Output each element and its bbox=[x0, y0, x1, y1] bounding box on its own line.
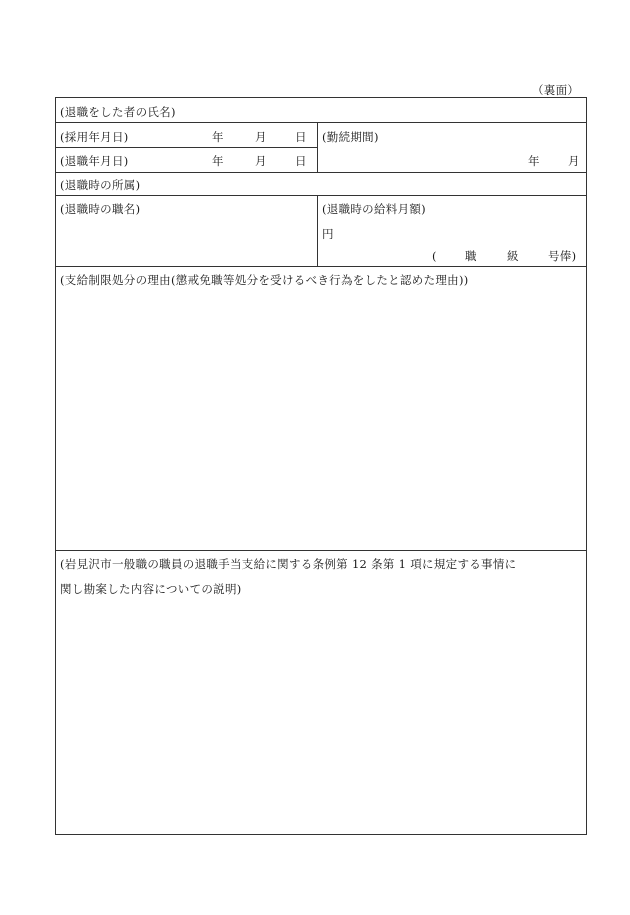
affiliation-label: (退職時の所属) bbox=[60, 178, 141, 192]
row-divider bbox=[55, 122, 587, 123]
retire-year-unit: 年 bbox=[212, 154, 224, 168]
grade-kyu-unit: 級 bbox=[507, 249, 519, 263]
retire-date-label: (退職年月日) bbox=[60, 154, 129, 168]
grade-paren-open: ( bbox=[432, 249, 437, 263]
retire-day-unit: 日 bbox=[295, 154, 307, 168]
column-divider bbox=[317, 122, 318, 172]
restriction-reason-label: (支給制限処分の理由(懲戒免職等処分を受けるべき行為をしたと認めた理由)) bbox=[60, 273, 469, 287]
service-month-unit: 月 bbox=[568, 154, 580, 168]
retiree-name-label: (退職をした者の氏名) bbox=[60, 105, 176, 119]
yen-unit: 円 bbox=[322, 227, 334, 241]
hire-year-unit: 年 bbox=[212, 130, 224, 144]
page-side-label: （裏面） bbox=[532, 83, 580, 97]
row-divider bbox=[55, 172, 587, 173]
grade-step-unit: 号俸) bbox=[548, 249, 577, 263]
retire-month-unit: 月 bbox=[255, 154, 267, 168]
monthly-salary-label: (退職時の給料月額) bbox=[322, 202, 426, 216]
hire-month-unit: 月 bbox=[255, 130, 267, 144]
hire-date-label: (採用年月日) bbox=[60, 130, 129, 144]
explanation-label-line1: (岩見沢市一般職の職員の退職手当支給に関する条例第 12 条第 1 項に規定する事情に bbox=[60, 557, 517, 571]
row-divider bbox=[55, 147, 317, 148]
explanation-label-line2: 関し勘案した内容についての説明) bbox=[60, 582, 242, 596]
job-title-label: (退職時の職名) bbox=[60, 202, 141, 216]
row-divider bbox=[55, 195, 587, 196]
row-divider bbox=[55, 550, 587, 551]
service-year-unit: 年 bbox=[528, 154, 540, 168]
service-period-label: (勤続期間) bbox=[322, 130, 379, 144]
column-divider bbox=[317, 195, 318, 266]
grade-shoku-unit: 職 bbox=[465, 249, 477, 263]
row-divider bbox=[55, 266, 587, 267]
hire-day-unit: 日 bbox=[295, 130, 307, 144]
